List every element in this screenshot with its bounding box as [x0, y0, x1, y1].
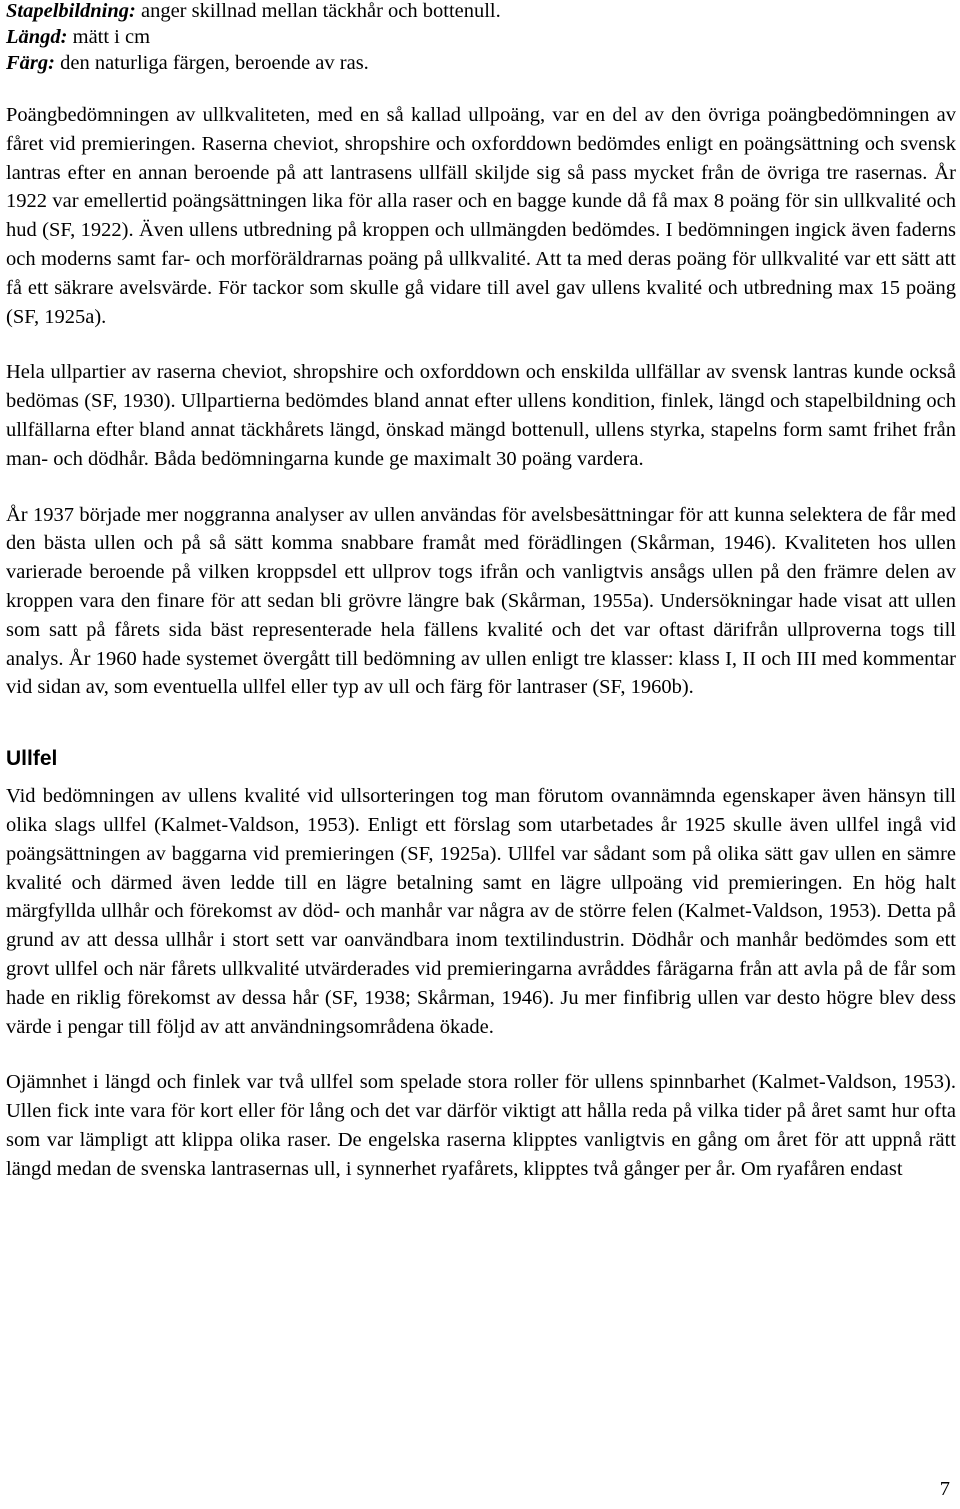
definition-list — [6, 0, 956, 76]
paragraph: Ojämnhet i längd och finlek var två ullfel som spelade stora roller för ullens spinnbarhet (Kalmet-Valdson, 1953). Ullen fick inte vara för kort eller för lång och det var därför viktigt att hålla reda på vilka tider på året samt hur ofta som var lämpligt att klippa olika raser. De engelska raserna klipptes vanligtvis en gång om året för att uppnå rätt längd medan de svenska lantrasernas ull, i synnerhet ryafårets, klipptes två gånger per år. Om ryafåren endast — [6, 1071, 956, 1180]
paragraph: Hela ullpartier av raserna cheviot, shropshire och oxforddown och enskilda ullfällar av svensk lantras kunde också bedömas (SF, 1930). Ullpartierna bedömdes bland annat efter ullens kondition, finlek, längd och stapelbildning och ullfällarna efter bland annat täckhårets längd, önskad mängd bottenull, ullens styrka, stapelns form samt frihet från man- och dödhår. Båda bedömningarna kunde ge maximalt 30 poäng vardera. — [6, 361, 956, 470]
paragraph: År 1937 började mer noggranna analyser av ullen användas för avelsbesättningar för att kunna selektera de får med den bästa ullen och på så sätt komma snabbare framåt med förädlingen (Skårman, 1946). Kvaliteten hos ullen varierade beroende på vilken kroppsdel ett ullprov togs ifrån och vanligtvis ansågs ullen på den främre delen av kroppen vara den finare för att sedan bli grövre längre bak (Skårman, 1955a). Undersökningar hade visat att ullen som satt på fårets sida bäst representerade hela fällens kvalité och det var oftast därifrån ullproverna togs till analys. År 1960 hade systemet övergått till bedömning av ullen enligt tre klasser: klass I, II och III med kommentar vid sidan av, som eventuella ullfel eller typ av ull och färg för lantraser (SF, 1960b). — [6, 503, 956, 699]
section-heading: Ullfel — [6, 747, 58, 771]
definition-item — [6, 0, 956, 24]
paragraph: Vid bedömningen av ullens kvalité vid ullsorteringen tog man förutom ovannämnda egenskaper även hänsyn till olika slags ullfel (Kalmet-Valdson, 1953). Enligt ett förslag som utarbetades år 1925 skulle även ullfel ingå vid poängsättningen av baggarna vid premieringen (SF, 1925a). Ullfel var sådant som på olika sätt gav ullen en sämre kvalité och därmed även ledde till en lägre betalning samt en lägre ullpoäng vid premieringen. En hög halt märgfyllda ullhår och förekomst av död- och manhår var några av de större felen (Kalmet-Valdson, 1953). Detta på grund av att dessa ullhår i stort sett var oanvändbara inom textilindustrin. Dödhår och manhår bedömdes som ett grovt ullfel och när fårets ullkvalité utvärderades vid premieringarna avråddes fårägarna från att avla på de får som hade en riklig förekomst av dessa hår (SF, 1938; Skårman, 1946). Ju mer finfibrig ullen var desto högre blev dess värde i pengar till följd av att användningsområdena ökade. — [6, 785, 956, 1038]
page-number: 7 — [939, 1478, 950, 1500]
definition-text: mätt i cm — [67, 26, 151, 48]
definition-text: den naturliga färgen, beroende av ras. — [54, 52, 369, 74]
definition-term: Stapelbildning: — [6, 0, 136, 22]
definition-term: Längd: — [6, 26, 68, 48]
definition-item — [6, 24, 956, 50]
definition-item — [6, 50, 956, 76]
definition-term: Färg: — [6, 52, 55, 74]
definition-text: anger skillnad mellan täckhår och bottenull. — [135, 0, 501, 22]
document-page — [6, 0, 956, 1184]
paragraph: Poängbedömningen av ullkvaliteten, med en så kallad ullpoäng, var en del av den övriga poängbedömningen av fåret vid premieringen. Raserna cheviot, shropshire och oxforddown bedömdes enligt en poängsättning och svensk lantras efter en annan beroende på att lantrasens ullfäll skiljde sig så pass mycket från de övriga tre rasernas. År 1922 var emellertid poängsättningen lika för alla raser och en bagge kunde då få max 8 poäng för sin ullkvalité och hud (SF, 1922). Även ullens utbredning på kroppen och ullmängden bedömdes. I bedömningen ingick även faderns och moderns samt far- och morföräldrarnas poäng på ullkvalité. Att ta med deras poäng för ullkvalité var ett sätt att få ett säkrare avelsvärde. För tackor som skulle gå vidare till avel gav ullens kvalité och utbredning max 15 poäng (SF, 1925a). — [6, 104, 956, 328]
